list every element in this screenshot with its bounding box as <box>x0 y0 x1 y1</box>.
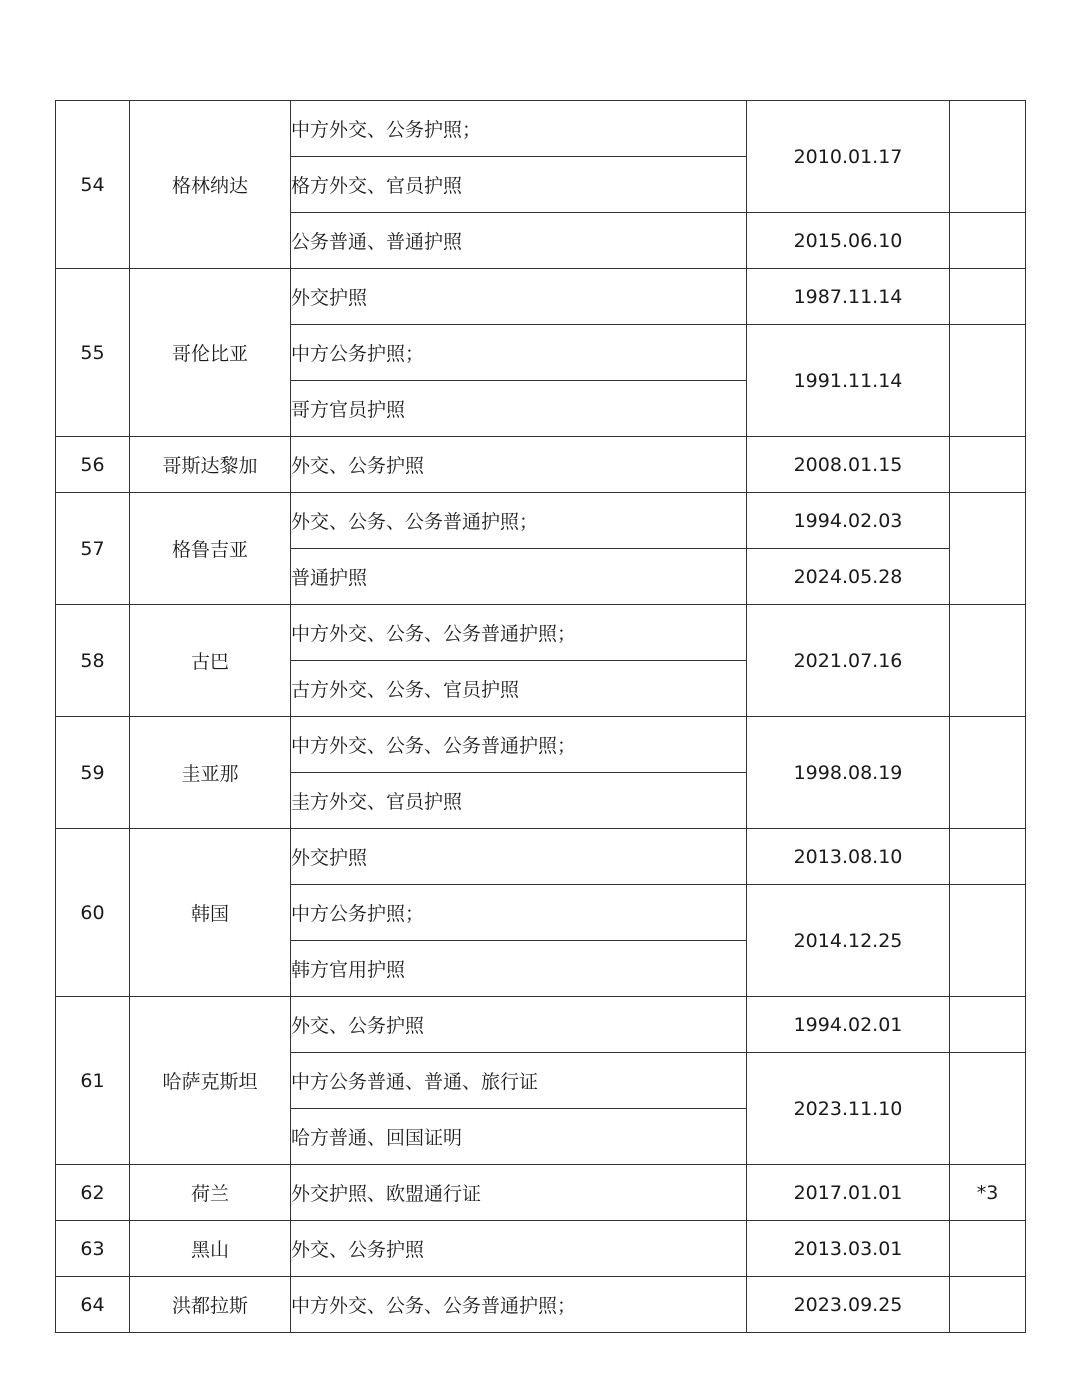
table-row <box>56 717 1026 773</box>
table-row <box>56 1221 1026 1277</box>
passport-type: 中方外交、公务、公务普通护照； <box>291 717 747 773</box>
table-body <box>56 101 1026 1333</box>
effective-date: 2013.03.01 <box>747 1221 950 1277</box>
passport-type: 中方外交、公务、公务普通护照； <box>291 605 747 661</box>
effective-date: 1994.02.03 <box>747 493 950 549</box>
passport-type: 公务普通、普通护照 <box>291 213 747 269</box>
table-row <box>56 493 1026 549</box>
remark <box>950 605 1026 717</box>
country-name: 格鲁吉亚 <box>130 493 291 605</box>
country-name: 韩国 <box>130 829 291 997</box>
country-name: 哈萨克斯坦 <box>130 997 291 1165</box>
passport-type: 中方公务护照； <box>291 885 747 941</box>
effective-date: 2013.08.10 <box>747 829 950 885</box>
passport-type: 外交、公务护照 <box>291 437 747 493</box>
row-number: 55 <box>56 269 130 437</box>
remark <box>950 829 1026 885</box>
passport-type: 中方外交、公务护照； <box>291 101 747 157</box>
table-row <box>56 269 1026 325</box>
effective-date: 2021.07.16 <box>747 605 950 717</box>
row-number: 63 <box>56 1221 130 1277</box>
country-name: 哥伦比亚 <box>130 269 291 437</box>
remark <box>950 437 1026 493</box>
remark <box>950 493 1026 605</box>
effective-date: 2014.12.25 <box>747 885 950 997</box>
effective-date: 2010.01.17 <box>747 101 950 213</box>
table-row <box>56 605 1026 661</box>
passport-type: 韩方官用护照 <box>291 941 747 997</box>
row-number: 64 <box>56 1277 130 1333</box>
remark <box>950 101 1026 213</box>
country-name: 古巴 <box>130 605 291 717</box>
passport-type: 中方公务护照； <box>291 325 747 381</box>
table-row <box>56 1165 1026 1221</box>
passport-type: 外交、公务、公务普通护照； <box>291 493 747 549</box>
country-name: 格林纳达 <box>130 101 291 269</box>
passport-type: 哥方官员护照 <box>291 381 747 437</box>
passport-type: 外交、公务护照 <box>291 997 747 1053</box>
remark <box>950 717 1026 829</box>
country-name: 荷兰 <box>130 1165 291 1221</box>
table-row <box>56 437 1026 493</box>
remark <box>950 885 1026 997</box>
passport-type: 圭方外交、官员护照 <box>291 773 747 829</box>
passport-type: 中方公务普通、普通、旅行证 <box>291 1053 747 1109</box>
visa-agreement-table <box>55 100 1026 1333</box>
remark <box>950 1053 1026 1165</box>
effective-date: 2023.11.10 <box>747 1053 950 1165</box>
country-name: 圭亚那 <box>130 717 291 829</box>
effective-date: 1994.02.01 <box>747 997 950 1053</box>
remark <box>950 1277 1026 1333</box>
passport-type: 外交护照、欧盟通行证 <box>291 1165 747 1221</box>
passport-type: 外交护照 <box>291 269 747 325</box>
country-name: 洪都拉斯 <box>130 1277 291 1333</box>
row-number: 56 <box>56 437 130 493</box>
effective-date: 2008.01.15 <box>747 437 950 493</box>
effective-date: 1987.11.14 <box>747 269 950 325</box>
row-number: 59 <box>56 717 130 829</box>
remark <box>950 1221 1026 1277</box>
effective-date: 1998.08.19 <box>747 717 950 829</box>
passport-type: 外交、公务护照 <box>291 1221 747 1277</box>
remark <box>950 325 1026 437</box>
passport-type: 古方外交、公务、官员护照 <box>291 661 747 717</box>
row-number: 58 <box>56 605 130 717</box>
table-row <box>56 829 1026 885</box>
row-number: 62 <box>56 1165 130 1221</box>
remark: *3 <box>950 1165 1026 1221</box>
table-row <box>56 997 1026 1053</box>
country-name: 哥斯达黎加 <box>130 437 291 493</box>
row-number: 61 <box>56 997 130 1165</box>
passport-type: 普通护照 <box>291 549 747 605</box>
country-name: 黑山 <box>130 1221 291 1277</box>
table-row <box>56 1277 1026 1333</box>
table-row <box>56 101 1026 157</box>
remark <box>950 997 1026 1053</box>
effective-date: 2023.09.25 <box>747 1277 950 1333</box>
row-number: 57 <box>56 493 130 605</box>
effective-date: 1991.11.14 <box>747 325 950 437</box>
row-number: 60 <box>56 829 130 997</box>
passport-type: 中方外交、公务、公务普通护照； <box>291 1277 747 1333</box>
passport-type: 外交护照 <box>291 829 747 885</box>
effective-date: 2015.06.10 <box>747 213 950 269</box>
passport-type: 格方外交、官员护照 <box>291 157 747 213</box>
effective-date: 2017.01.01 <box>747 1165 950 1221</box>
effective-date: 2024.05.28 <box>747 549 950 605</box>
remark <box>950 213 1026 269</box>
row-number: 54 <box>56 101 130 269</box>
remark <box>950 269 1026 325</box>
passport-type: 哈方普通、回国证明 <box>291 1109 747 1165</box>
